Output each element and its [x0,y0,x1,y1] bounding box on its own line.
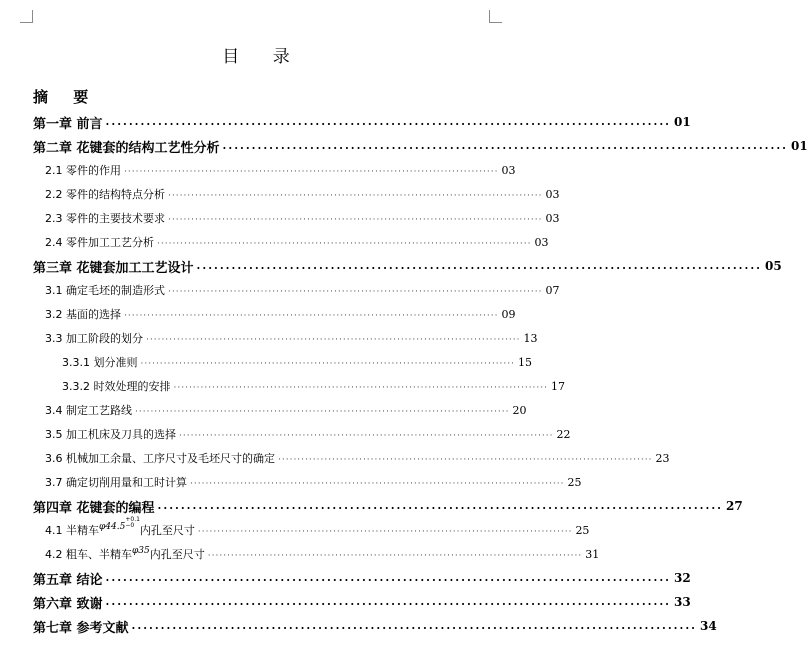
toc-entry-label-prefix: 4.2 粗车、半精车 [45,548,132,561]
toc-entry[interactable] [33,494,743,518]
dot-leader: ································································································· [207,550,583,561]
toc-entry[interactable] [45,516,590,542]
toc-page-number: 03 [534,235,549,249]
dot-leader: ································································································· [157,238,532,249]
toc-entry-label: 2.1 零件的作用 [45,164,121,177]
toc-entry[interactable] [45,542,600,566]
toc-entry-label: 2.3 零件的主要技术要求 [45,212,165,225]
toc-entry-label: 3.1 确定毛坯的制造形式 [45,284,165,297]
toc-page-number: 07 [545,283,560,297]
toc-entry-label: 第三章 花键套加工工艺设计 [33,260,194,276]
toc-page-number: 34 [700,619,717,633]
toc-entry-label: 第六章 致谢 [33,596,103,612]
tolerance-upper: +0.1 [125,516,140,523]
toc-entry-label: 3.6 机械加工余量、工序尺寸及毛坯尺寸的确定 [45,452,275,465]
toc-page-number: 33 [674,595,691,609]
dot-leader: ································································································· [190,478,565,489]
dot-leader: ································································································· [131,621,698,635]
toc-entry[interactable] [45,278,560,302]
dot-leader: ································································································· [157,501,724,515]
toc-entry[interactable] [45,398,527,422]
abstract-heading: 摘 要 [33,88,99,106]
dot-leader: ································································································· [222,141,789,155]
toc-entry[interactable] [45,302,516,326]
dot-leader: ································································································· [124,310,499,321]
toc-entry-label [45,546,205,562]
toc-entry-label: 第五章 结论 [33,572,103,588]
dot-leader: ································································································· [168,190,543,201]
toc-page-number: 23 [655,451,670,465]
dot-leader: ································································································· [278,454,653,465]
toc-entry-label: 3.2 基面的选择 [45,308,121,321]
toc-entry[interactable] [62,350,533,374]
toc-page-number: 05 [765,259,782,273]
toc-page-number: 01 [791,139,808,153]
dot-leader: ································································································· [105,117,672,131]
dot-leader: ································································································· [140,358,516,369]
toc-entry-label: 2.2 零件的结构特点分析 [45,188,165,201]
toc-page-number: 13 [523,331,538,345]
toc-title: 目 录 [222,47,304,67]
toc-entry-label [45,516,195,538]
dot-leader: ································································································· [105,597,672,611]
diameter-symbol: φ44.5 [99,522,126,532]
dot-leader: ································································································· [179,430,554,441]
toc-page-number: 25 [567,475,582,489]
toc-entry[interactable] [45,446,670,470]
toc-page-number: 03 [545,187,560,201]
page-corner-mark-right [489,10,502,23]
toc-entry[interactable] [33,614,717,638]
toc-page-number: 25 [575,523,590,537]
toc-entry-label: 3.3.1 划分准则 [62,356,138,369]
toc-entry[interactable] [45,206,560,230]
toc-page-number: 15 [518,355,533,369]
toc-entry-label: 3.3.2 时效处理的安排 [62,380,171,393]
dot-leader: ································································································· [135,406,510,417]
toc-entry-label-prefix: 4.1 半精车 [45,524,99,537]
toc-entry[interactable] [62,374,566,398]
dot-leader: ································································································· [124,166,499,177]
toc-entry[interactable] [33,110,691,134]
dot-leader: ································································································· [173,382,549,393]
toc-entry-label-suffix: 内孔至尺寸 [149,548,205,561]
toc-page-number: 03 [501,163,516,177]
toc-page-number: 32 [674,571,691,585]
toc-entry-label: 第七章 参考文献 [33,620,129,636]
dot-leader: ································································································· [105,573,672,587]
toc-page-number: 20 [512,403,527,417]
toc-entry-label: 2.4 零件加工工艺分析 [45,236,154,249]
toc-page-number: 03 [545,211,560,225]
toc-page-number: 22 [556,427,571,441]
toc-entry-label-suffix: 内孔至尺寸 [139,524,195,537]
toc-entry[interactable] [33,134,808,158]
toc-entry[interactable] [45,182,560,206]
toc-page-number: 27 [726,499,743,513]
page-corner-mark-left [20,10,33,23]
toc-entry[interactable] [33,590,691,614]
toc-entry[interactable] [33,566,691,590]
toc-entry-label: 3.7 确定切削用量和工时计算 [45,476,187,489]
dot-leader: ································································································· [197,526,573,537]
toc-entry-label: 3.5 加工机床及刀具的选择 [45,428,176,441]
tolerance-lower: −0 [125,522,135,529]
diameter-symbol: φ35 [132,546,150,556]
tolerance [125,517,140,529]
toc-page-number: 01 [674,115,691,129]
dot-leader: ································································································· [146,334,521,345]
toc-page-number: 31 [585,547,600,561]
toc-entry[interactable] [45,230,549,254]
toc-entry-label: 第一章 前言 [33,116,103,132]
toc-entry[interactable] [45,158,516,182]
toc-entry[interactable] [33,254,782,278]
toc-entry-label: 第四章 花键套的编程 [33,500,155,516]
toc-entry-label: 第二章 花键套的结构工艺性分析 [33,140,220,156]
toc-page-number: 17 [551,379,566,393]
dot-leader: ································································································· [168,214,543,225]
toc-entry-label: 3.3 加工阶段的划分 [45,332,143,345]
toc-page-number: 09 [501,307,516,321]
toc-entry[interactable] [45,326,538,350]
dot-leader: ································································································· [196,261,763,275]
toc-entry-label: 3.4 制定工艺路线 [45,404,132,417]
dot-leader: ································································································· [168,286,543,297]
toc-entry[interactable] [45,422,571,446]
toc-entry[interactable] [45,470,582,494]
